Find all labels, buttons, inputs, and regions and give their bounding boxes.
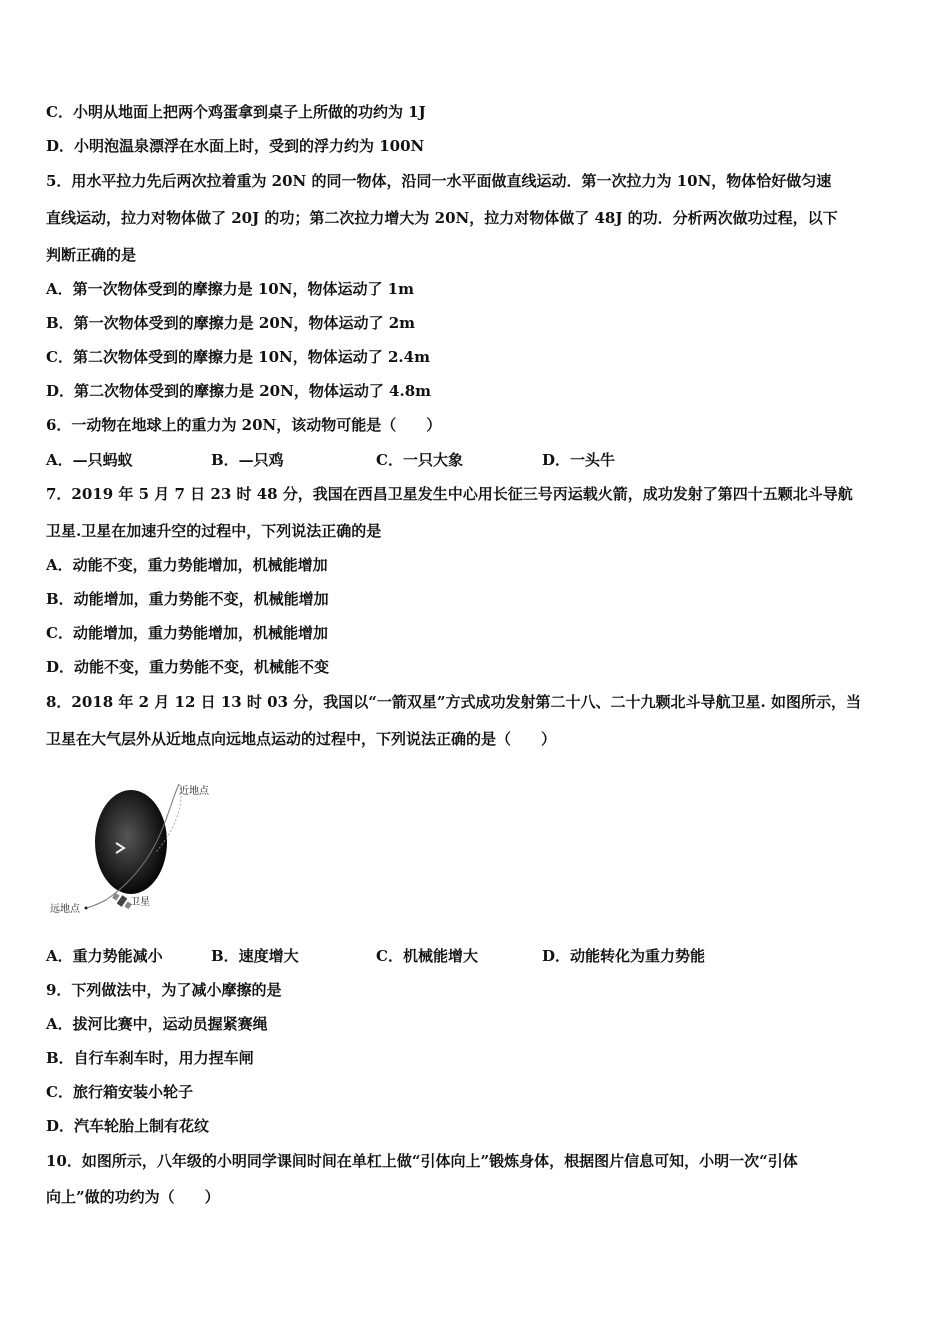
q8-option-c: C．机械能增大: [376, 947, 478, 965]
q6-option-a: A．—只蚂蚁: [46, 451, 133, 469]
q10-stem-line-2: 向上”做的功约为（ ）: [46, 1188, 220, 1206]
label-top-point: 近地点: [179, 786, 209, 797]
q4-option-c: C．小明从地面上把两个鸡蛋拿到桌子上所做的功约为 1J: [46, 103, 426, 121]
q8-stem-line-1: 8．2018 年 2 月 12 日 13 时 03 分，我国以“一箭双星”方式成功发射第二十八、二十九颗北斗导航卫星. 如图所示，当: [46, 693, 861, 711]
label-bottom-point: 远地点: [50, 904, 80, 915]
q9-option-a: A．拔河比赛中，运动员握紧赛绳: [46, 1015, 268, 1033]
q8-option-b: B．速度增大: [211, 947, 299, 965]
q6-option-c: C．一只大象: [376, 451, 463, 469]
q7-option-d: D．动能不变，重力势能不变，机械能不变: [46, 658, 330, 676]
q5-stem-line-3: 判断正确的是: [46, 246, 137, 264]
q7-stem-line-2: 卫星.卫星在加速升空的过程中，下列说法正确的是: [46, 522, 382, 540]
satellite-icon: [112, 893, 132, 909]
q7-option-b: B．动能增加，重力势能不变，机械能增加: [46, 590, 329, 608]
q5-stem-line-1: 5．用水平拉力先后两次拉着重为 20N 的同一物体，沿同一水平面做直线运动．第一次拉力为 10N，物体恰好做匀速: [46, 172, 832, 190]
q8-option-d: D．动能转化为重力势能: [542, 947, 706, 965]
q10-stem-line-1: 10．如图所示，八年级的小明同学课间时间在单杠上做“引体向上”锻炼身体，根据图片信息可知，小明一次“引体: [46, 1152, 798, 1170]
point-marker: [85, 907, 88, 910]
q7-option-c: C．动能增加，重力势能增加，机械能增加: [46, 624, 328, 642]
q6-option-b: B．—只鸡: [211, 451, 284, 469]
q5-option-b: B．第一次物体受到的摩擦力是 20N，物体运动了 2m: [46, 314, 416, 332]
q6-option-d: D．一头牛: [542, 451, 616, 469]
q5-option-c: C．第二次物体受到的摩擦力是 10N，物体运动了 2.4m: [46, 348, 430, 366]
q8-option-a: A．重力势能减小: [46, 947, 163, 965]
q9-option-b: B．自行车刹车时，用力捏车闸: [46, 1049, 254, 1067]
q9-option-c: C．旅行箱安装小轮子: [46, 1083, 193, 1101]
q5-stem-line-2: 直线运动，拉力对物体做了 20J 的功；第二次拉力增大为 20N，拉力对物体做了 48J 的功．分析两次做功过程，以下: [46, 209, 838, 227]
q9-option-d: D．汽车轮胎上制有花纹: [46, 1117, 210, 1135]
q8-stem-line-2: 卫星在大气层外从近地点向远地点运动的过程中，下列说法正确的是（ ）: [46, 730, 557, 748]
q7-option-a: A．动能不变，重力势能增加，机械能增加: [46, 556, 328, 574]
q4-option-d: D．小明泡温泉漂浮在水面上时，受到的浮力约为 100N: [46, 137, 425, 155]
q7-stem-line-1: 7．2019 年 5 月 7 日 23 时 48 分，我国在西昌卫星发生中心用长征三号丙运载火箭，成功发射了第四十五颗北斗导航: [46, 485, 853, 503]
orbit-figure: [46, 772, 226, 922]
q5-option-a: A．第一次物体受到的摩擦力是 10N，物体运动了 1m: [46, 280, 414, 298]
q9-stem: 9．下列做法中，为了减小摩擦的是: [46, 981, 282, 999]
label-satellite: 卫星: [130, 897, 150, 908]
q5-option-d: D．第二次物体受到的摩擦力是 20N，物体运动了 4.8m: [46, 382, 432, 400]
q6-stem: 6．一动物在地球上的重力为 20N，该动物可能是（ ）: [46, 416, 442, 434]
